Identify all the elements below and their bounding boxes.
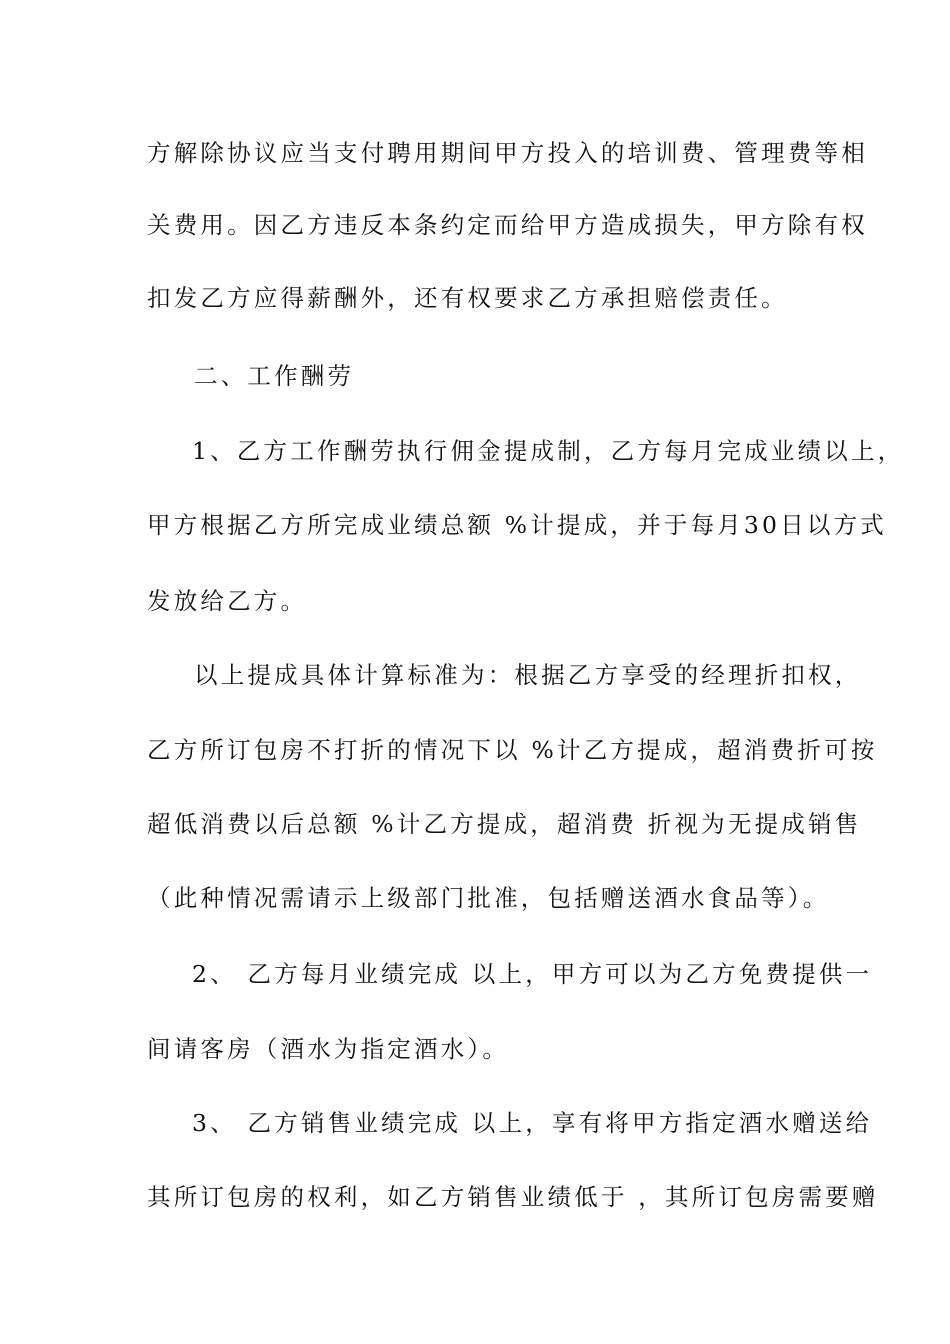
standard-line-1: 以上提成具体计算标准为：根据乙方享受的经理折扣权， [194, 661, 862, 689]
standard-line-3: 超低消费以后总额 %计乙方提成，超消费 折视为无提成销售 [147, 810, 862, 838]
section-heading: 二、工作酬劳 [194, 362, 355, 390]
clause-3-line-1: 3、 乙方销售业绩完成 以上，享有将甲方指定酒水赠送给 [192, 1109, 873, 1137]
clause-1-line-1: 1、乙方工作酬劳执行佣金提成制，乙方每月完成业绩以上， [192, 437, 905, 465]
paragraph-line-2: 关费用。因乙方违反本条约定而给甲方造成损失，甲方除有权 [147, 211, 868, 239]
standard-line-4: （此种情况需请示上级部门批准，包括赠送酒水食品等）。 [147, 884, 830, 912]
clause-1-line-3: 发放给乙方。 [147, 587, 308, 615]
clause-2-line-1: 2、 乙方每月业绩完成 以上，甲方可以为乙方免费提供一 [192, 960, 873, 988]
clause-1-line-2: 甲方根据乙方所完成业绩总额 %计提成，并于每月30日以方式 [147, 511, 888, 539]
clause-2-line-2: 间请客房（酒水为指定酒水）。 [147, 1035, 510, 1063]
paragraph-line-3: 扣发乙方应得薪酬外，还有权要求乙方承担赔偿责任。 [147, 284, 788, 312]
clause-3-line-2: 其所订包房的权利，如乙方销售业绩低于 ，其所订包房需要赠 [147, 1183, 879, 1211]
standard-line-2: 乙方所订包房不打折的情况下以 %计乙方提成，超消费折可按 [147, 736, 878, 764]
paragraph-line-1: 方解除协议应当支付聘用期间甲方投入的培训费、管理费等相 [147, 139, 868, 167]
